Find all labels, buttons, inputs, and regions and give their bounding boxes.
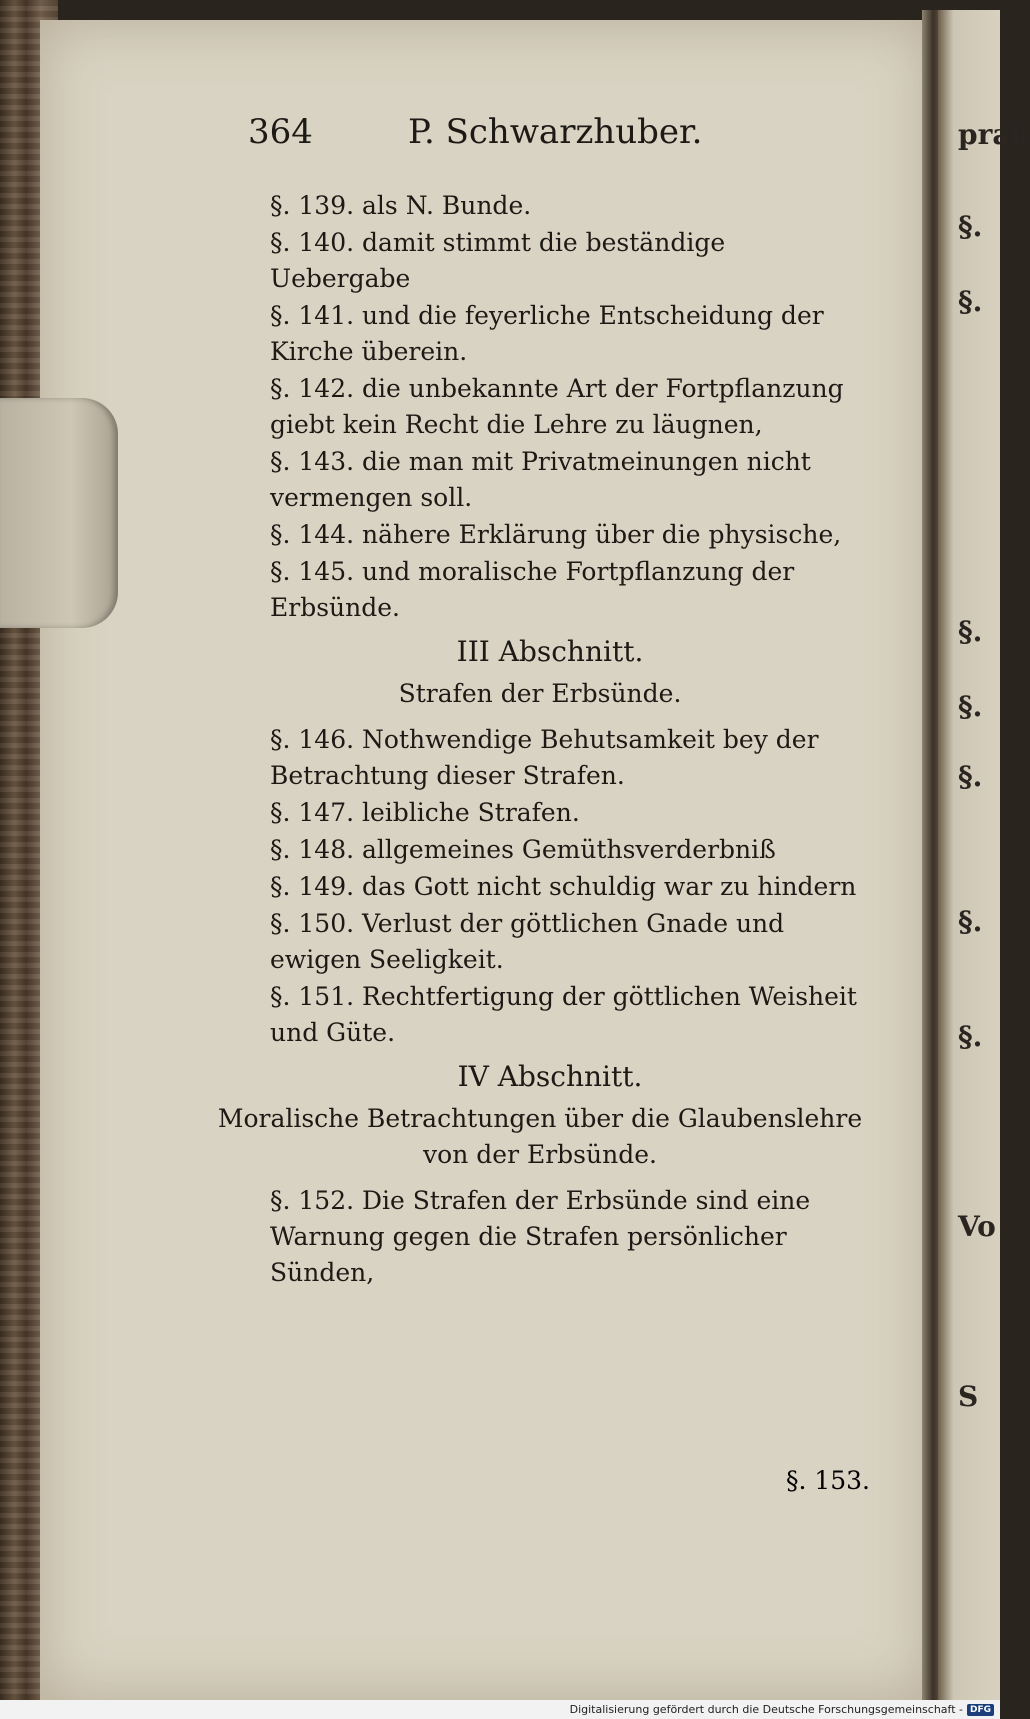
next-page-fragment: §. [958,285,983,318]
book-clasp [0,398,118,628]
section-text: und die feyerliche Entscheidung der Kirche überein. [270,301,824,366]
toc-entry [270,225,870,297]
toc-entry [270,795,870,831]
digitization-footer [0,1700,1000,1719]
section-number: §. 152. [270,1186,355,1215]
section-text: die unbekannte Art der Fortpflanzung giebt kein Recht die Lehre zu läugnen, [270,374,844,439]
next-page-fragment: §. [958,760,983,793]
toc-entry [270,906,870,978]
section-number: §. 151. [270,982,355,1011]
next-page-fragment: prak [958,118,1030,151]
section-text: leibliche Strafen. [362,798,580,827]
section-number: §. 141. [270,301,355,330]
toc-entry [270,832,870,868]
section-number: §. 139. [270,191,355,220]
section-number: §. 142. [270,374,355,403]
section-number: §. 147. [270,798,355,827]
next-page-fragment: §. [958,690,983,723]
next-page-fragment: S [958,1380,979,1413]
section-text: und moralische Fortpflanzung der Erbsünde. [270,557,795,622]
section-number: §. 143. [270,447,355,476]
toc-entry [270,979,870,1051]
section-number: §. 144. [270,520,355,549]
next-page-fragment: §. [958,905,983,938]
section-number: §. 150. [270,909,355,938]
section-number: §. 145. [270,557,355,586]
section-text: Die Strafen der Erbsünde sind eine Warnung gegen die Strafen persönlicher Sünden, [270,1186,811,1287]
table-of-contents [217,188,870,1292]
section-text: Nothwendige Behutsamkeit bey der Betrachtung dieser Strafen. [270,725,819,790]
toc-entry [270,722,870,794]
section-text: allgemeines Gemüthsverderbniß [362,835,776,864]
toc-entry [270,517,870,553]
section-number: §. 148. [270,835,355,864]
toc-entry [270,298,870,370]
footer-credit: Digitalisierung gefördert durch die Deutsche Forschungsgemeinschaft - [569,1703,963,1716]
next-page-fragment: §. [958,615,983,648]
toc-entry [270,1183,870,1291]
next-page-edge [938,10,1030,1700]
toc-entry [270,554,870,626]
next-page-fragment: Vo [958,1210,996,1243]
section-number: §. 140. [270,228,355,257]
next-page-fragment: §. [958,1020,983,1053]
toc-entry [270,444,870,516]
running-head: P. Schwarzhuber. [408,112,703,152]
toc-entry [270,371,870,443]
next-page-fragment: §. [958,210,983,243]
catchword: §. 153. [785,1466,870,1495]
section-text: als N. Bunde. [362,191,532,220]
section-text: Verlust der göttlichen Gnade und ewigen Seeligkeit. [270,909,785,974]
section-text: die man mit Privatmeinungen nicht vermengen soll. [270,447,811,512]
section-text: das Gott nicht schuldig war zu hindern [362,872,857,901]
chapter-heading: III Abschnitt. [456,635,644,668]
dfg-logo-icon: DFG [967,1704,994,1716]
chapter-subheading: Moralische Betrachtungen über die Glaubenslehre von der Erbsünde. [217,1104,863,1169]
section-text: nähere Erklärung über die physische, [362,520,842,549]
section-text: damit stimmt die beständige Uebergabe [270,228,726,293]
chapter-subheading: Strafen der Erbsünde. [398,679,682,708]
section-text: Rechtfertigung der göttlichen Weisheit und Güte. [270,982,857,1047]
toc-entry [270,869,870,905]
section-number: §. 146. [270,725,355,754]
chapter-heading: IV Abschnitt. [457,1060,643,1093]
section-number: §. 149. [270,872,355,901]
page-number: 364 [248,112,313,152]
toc-entry [270,188,870,224]
